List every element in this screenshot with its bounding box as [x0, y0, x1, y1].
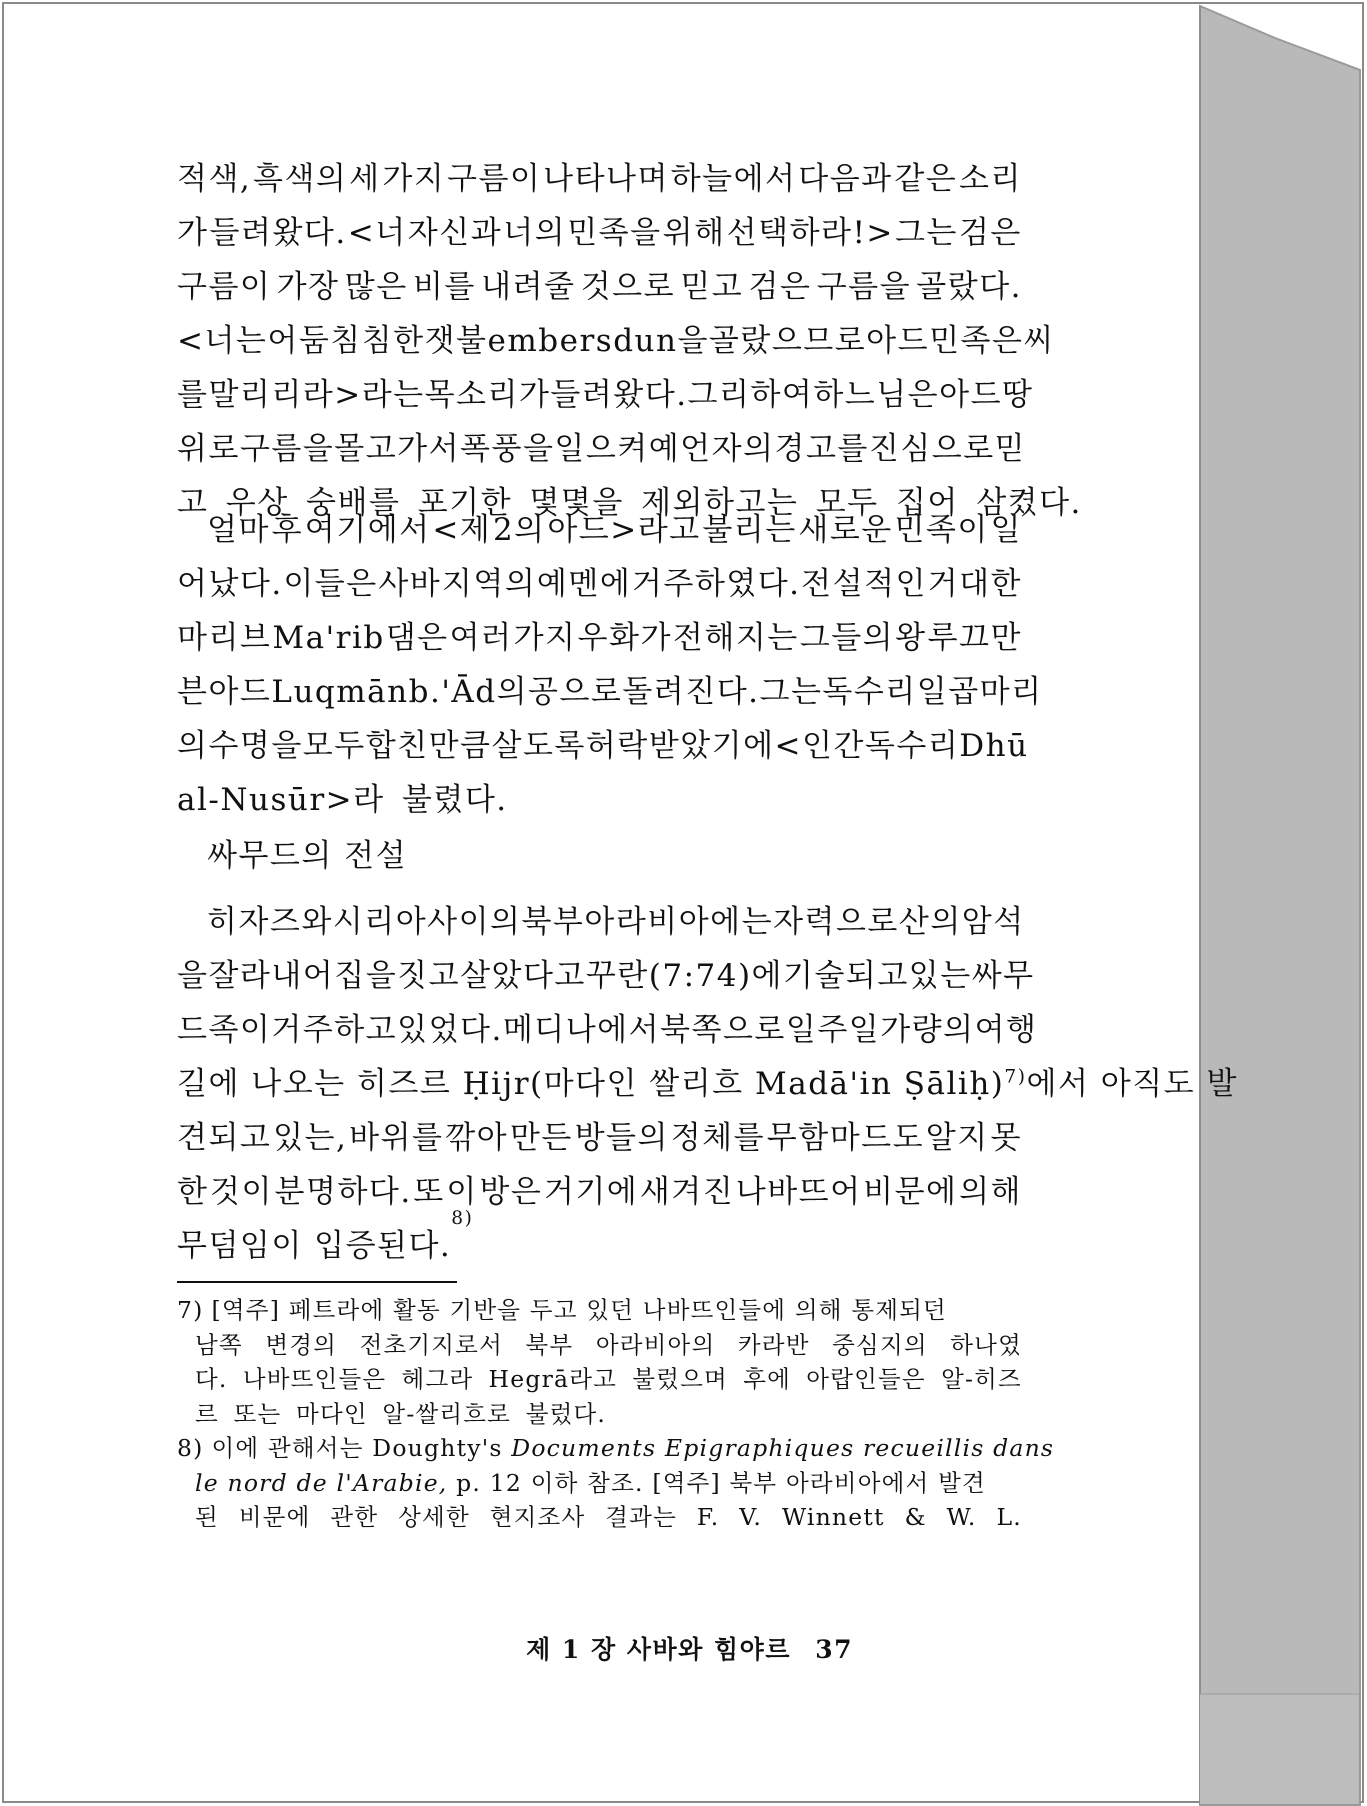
text-line: 의 수명을 모두 합친 만큼 살도록 허락받았기에 <인간 독수리 Dhū — [177, 728, 1029, 764]
footnote-8-line: 된 비문에 관한 상세한 현지조사 결과는 F. V. Winnett & W. L. — [195, 1503, 1022, 1531]
text-line: 얼마 후 여기에서 <제 2의 아드>라고 불리는 새로운 민족이 일 — [207, 512, 1022, 548]
footnote-8-line: le nord de l'Arabie, p. 12 이하 참조. [역주] 북부 아라비아에서 발견 — [195, 1468, 986, 1497]
citation-title: le nord de l'Arabie, — [195, 1468, 448, 1497]
text-line: <너는 어둠침침한 잿불 embers dun을 골랐으므로 아드 민족은 씨 — [177, 323, 1055, 359]
text-line: 븐 아드 Luqmān b. 'Ād의 공으로 돌려진다. 그는 독수리 일곱 마리 — [177, 674, 1043, 710]
footnote-ref-8[interactable]: 8) — [451, 1208, 474, 1229]
text-line: 구름이 가장 많은 비를 내려줄 것으로 믿고 검은 구름을 골랐다. — [177, 269, 1022, 305]
text-segment: 길에 나오는 히즈르 Ḥijr(마다인 쌀리흐 Madā'in Ṣāliḥ)$^{7)}$에서 아직도 발 — [177, 1066, 1238, 1102]
text-line: 위로 구름을 몰고가서 폭풍을 일으켜 예언자의 경고를 진심으로 믿 — [177, 431, 1027, 467]
text-line-with-note: 무덤임이 입증된다. 8) — [177, 1219, 1022, 1273]
text-line: 을 잘라내어 집을 짓고 살았다고 꾸란(7:74)에 기술되고 있는 싸무 — [177, 958, 1035, 994]
paragraph-2 — [177, 503, 1043, 827]
text-line: 를 말리리라>라는 목소리가 들려왔다. 그리하여 하느님은 아드 땅 — [177, 377, 1034, 413]
page-number: 37 — [815, 1635, 853, 1664]
text-line: 고 우상 숭배를 포기한 몇몇을 제외하고는 모두 집어 삼켰다. — [177, 485, 1082, 521]
footnotes — [177, 1293, 1055, 1535]
text-line: 히자즈와 시리아 사이의 북부 아라비아에는 자력으로 산의 암석 — [207, 904, 1025, 940]
footnote-7-line: 다. 나바뜨인들은 헤그라 Hegrā라고 불렀으며 후에 아랍인들은 알-히즈 — [195, 1365, 1022, 1393]
chapter-title: 제 1 장 사바와 힘야르 — [526, 1635, 791, 1664]
text-line: 드족이 거주하고 있었다. 메디나에서 북쪽으로 일주일 가량의 여행 — [177, 1012, 1038, 1048]
citation-title: Documents Epigraphiques recueillis dans — [511, 1434, 1055, 1462]
page-footer — [526, 1630, 853, 1666]
paragraph-3 — [177, 895, 1238, 1273]
footnote-7-line: 7) [역주] 페트라에 활동 기반을 두고 있던 나바뜨인들에 의해 통제되던 — [177, 1293, 1022, 1328]
section-heading: 싸무드의 전설 — [207, 838, 408, 874]
footnote-8-line: 8) 이에 관해서는 Doughty's Documents Epigraphiques recueillis dans — [177, 1431, 1022, 1466]
text-line: al-Nusūr>라 불렸다. — [177, 782, 508, 818]
paragraph-1 — [177, 152, 1082, 530]
text-line: 마리브 Ma'rib 댐은 여러 가지 우화가 전해지는 그들의 왕 루끄만 — [177, 620, 1022, 656]
footnote-7-marker: 7) — [177, 1296, 204, 1324]
text-line: 한 것이 분명하다. 또 이 방은 거기에 새겨진 나바뜨어 비문에 의해 — [177, 1174, 1022, 1210]
text-line: 적색, 흑색의 세 가지 구름이 나타나며 하늘에서 다음과 같은 소리 — [177, 161, 1022, 197]
text-line: 가 들려왔다. <너 자신과 너의 민족을 위해 선택하라!> 그는 검은 — [177, 215, 1022, 251]
text-line-with-note — [177, 1057, 1238, 1111]
footnote-ref-7[interactable]: 7) — [1004, 1066, 1027, 1088]
text-line: 어났다. 이들은 사바 지역의 예멘에 거주하였다. 전설적인 거대한 — [177, 566, 1022, 602]
footnote-7-line: 남쪽 변경의 전초기지로서 북부 아라비아의 카라반 중심지의 하나였 — [195, 1330, 1022, 1359]
text-line: 견되고 있는, 바위를 깎아 만든 방들의 정체를 무함마드도 알지 못 — [177, 1120, 1022, 1156]
footnote-8-marker: 8) — [177, 1434, 204, 1462]
footnote-divider — [177, 1281, 457, 1283]
footnote-7-line: 르 또는 마다인 알-쌀리흐로 불렀다. — [195, 1399, 607, 1428]
